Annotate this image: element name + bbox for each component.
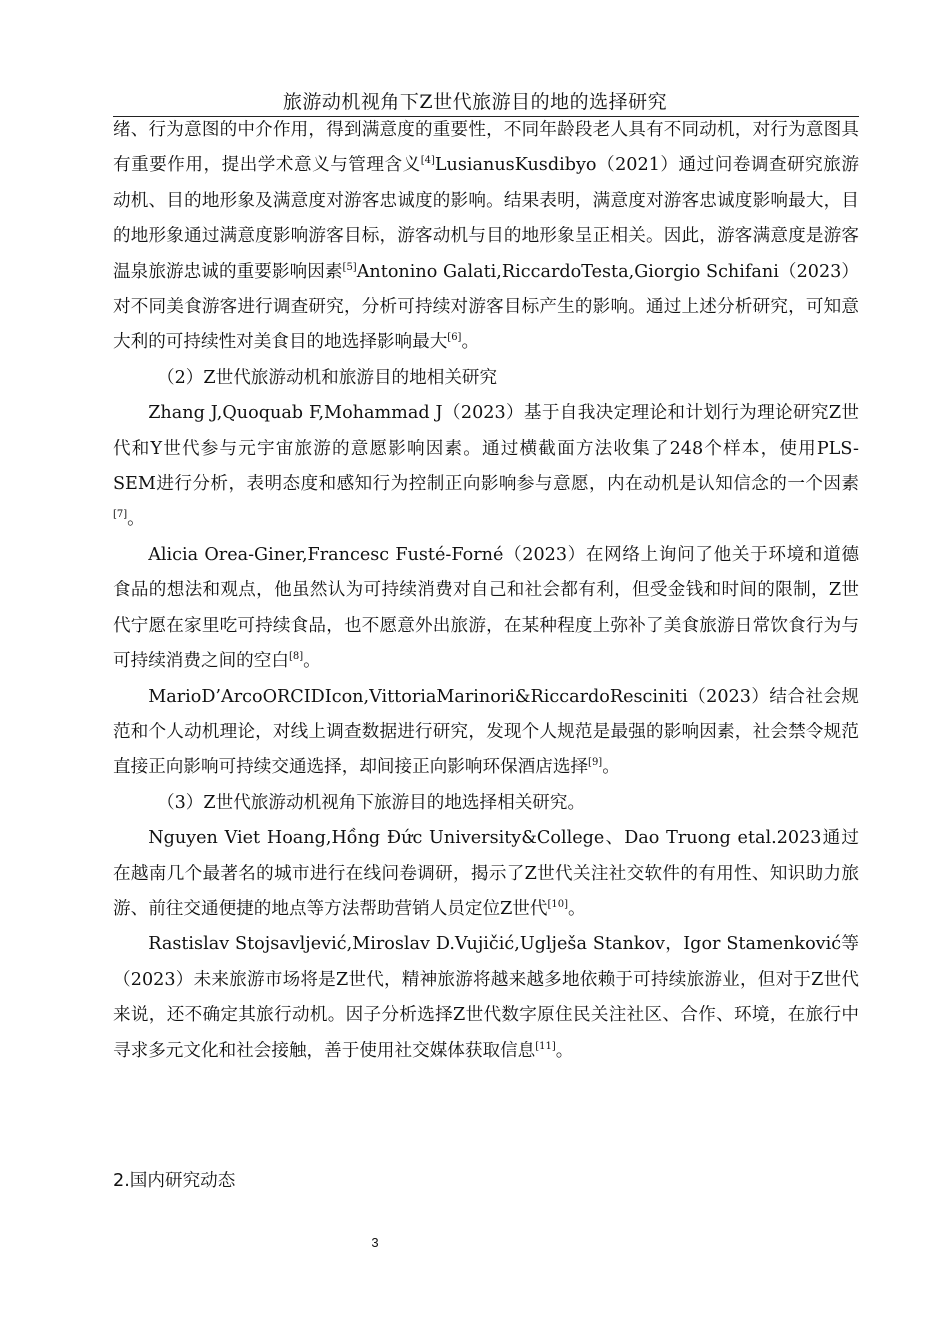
section-heading: 2.国内研究动态	[113, 1171, 236, 1191]
citation-ref: [4]	[420, 155, 435, 167]
paragraph-text: Nguyen Viet Hoang,Hồng Đức University&College、Dao Truong etal.2023通过在越南几个最著名的城市进行在线问卷调研，揭示了Z世代关注社交软件的有用性、知识助力旅游、前往交通便捷的地点等方法帮助营销人员定位Z世代	[113, 828, 859, 919]
citation-ref: [10]	[547, 898, 569, 910]
paragraph-text: 绪、行为意图的中介作用，得到满意度的重要性，不同年龄段老人具有不同动机，对行为意图具有重要作用，提出学术意义与管理含义	[113, 120, 859, 176]
paragraph-text: Antonino Galati,RiccardoTesta,Giorgio Schifani（2023）对不同美食游客进行调查研究，分析可持续对游客目标产生的影响。通过上述分析研究，可知意大利的可持续性对美食目的地选择影响最大	[113, 261, 859, 353]
citation-ref: [6]	[447, 332, 462, 344]
paragraph-text: 。	[303, 651, 321, 672]
paragraph-text: 。	[602, 757, 620, 778]
paragraph-zhang	[113, 396, 859, 538]
citation-ref: [7]	[113, 509, 128, 521]
paragraph-text: 。	[555, 1040, 574, 1061]
paragraph-darco	[113, 680, 859, 786]
citation-ref: [5]	[342, 261, 357, 273]
paragraph-orea-giner	[113, 538, 859, 680]
citation-ref: [11]	[535, 1040, 556, 1052]
paragraph-text: 。	[127, 509, 145, 530]
paragraph-nguyen	[113, 821, 859, 927]
citation-ref: [8]	[288, 651, 304, 663]
paragraph-text: 。	[461, 332, 480, 353]
paragraph-text: Zhang J,Quoquab F,Mohammad J（2023）基于自我决定理论和计划行为理论研究Z世代和Y世代参与元宇宙旅游的意愿影响因素。通过横截面方法收集了248个样本，使用PLS-SEM进行分析，表明态度和感知行为控制正向影响参与意愿，内在动机是认知信念的一个因素	[113, 403, 859, 495]
paragraph-stojsavljevic	[113, 927, 859, 1069]
page-header-title: 旅游动机视角下Z世代旅游目的地的选择研究	[282, 91, 668, 113]
citation-ref: [9]	[588, 757, 603, 769]
paragraph-text: MarioD’ArcoORCIDIcon,VittoriaMarinori&RiccardoResciniti（2023）结合社会规范和个人动机理论，对线上调查数据进行研究，发现个人规范是最强的影响因素，社会禁令规范直接正向影响可持续交通选择，却间接正向影响环保酒店选择	[113, 686, 859, 778]
paragraph-text: Alicia Orea-Giner,Francesc Fusté-Forné（2023）在网络上询问了他关于环境和道德食品的想法和观点，他虽然认为可持续消费对自己和社会都有利，但受金钱和时间的限制，Z世代宁愿在家里吃可持续食品，也不愿意外出旅游，在某种程度上弥补了美食旅游日常饮食行为与可持续消费之间的空白	[113, 544, 859, 672]
subsection-heading-3: （3）Z世代旅游动机视角下旅游目的地选择相关研究。	[157, 792, 586, 813]
paragraph-text: Rastislav Stojsavljević,Miroslav D.Vujičić,Uglješa Stankov，Igor Stamenković等（2023）未来旅游市场将是Z世代，精神旅游将越来越多地依赖于可持续旅游业，但对于Z世代来说，还不确定其旅行动机。因子分析选择Z世代数字原住民关注社区、合作、环境，在旅行中寻求多元文化和社会接触，善于使用社交媒体获取信息	[113, 934, 859, 1061]
paragraph-text: LusianusKusdibyo（2021）通过问卷调查研究旅游动机、目的地形象及满意度对游客忠诚度的影响。结果表明，满意度对游客忠诚度影响最大，目的地形象通过满意度影响游客目标，游客动机与目的地形象呈正相关。因此，游客满意度是游客温泉旅游忠诚的重要影响因素	[113, 155, 859, 282]
paragraph-continuation	[113, 113, 859, 361]
body-text	[113, 113, 859, 1069]
paragraph-text: 。	[568, 898, 586, 919]
subsection-heading-2: （2）Z世代旅游动机和旅游目的地相关研究	[157, 367, 498, 388]
page-number: 3	[371, 1235, 379, 1250]
